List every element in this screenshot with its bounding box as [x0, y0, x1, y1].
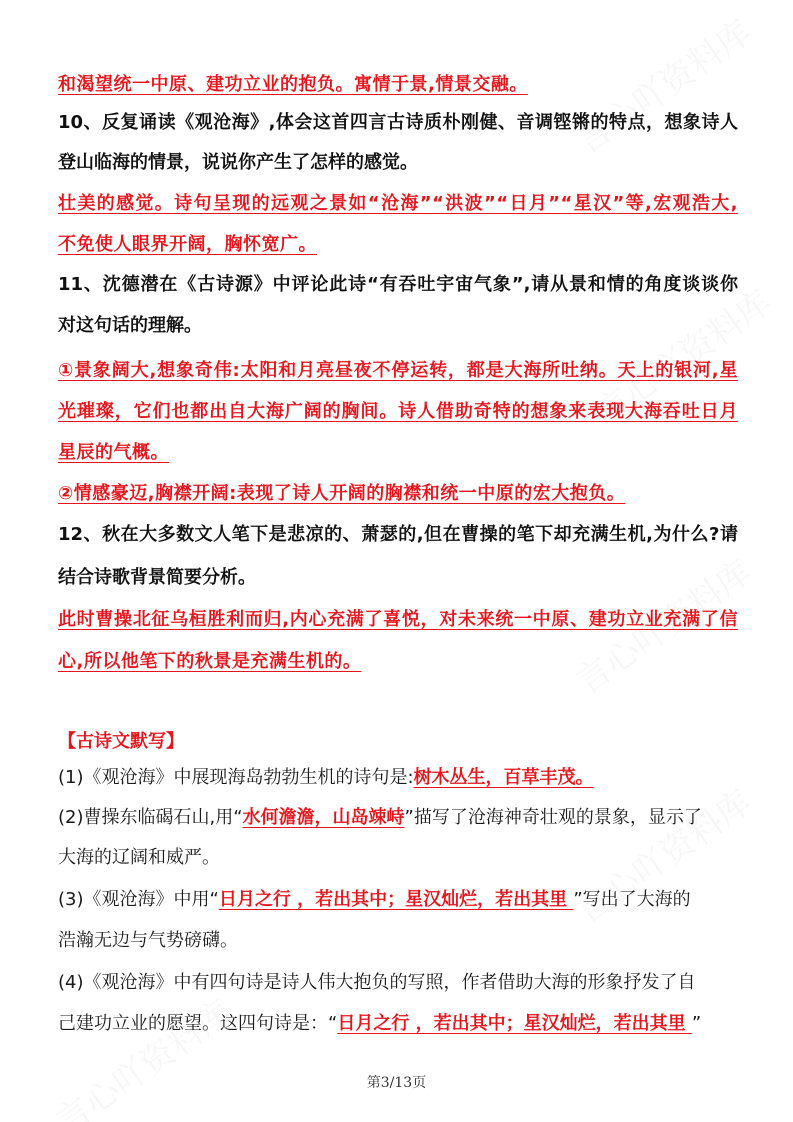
dictation-item-3	[58, 888, 691, 912]
dictation-item-2-cont: 大海的辽阔和威严。	[58, 847, 220, 868]
watermark	[564, 6, 759, 163]
question-11-line-2: 对这句话的理解。	[58, 315, 202, 336]
question-12-line-2: 结合诗歌背景简要分析。	[58, 567, 256, 588]
item-prompt: (2)曹操东临碣石山,用“	[58, 807, 243, 828]
dictation-item-4: (4)《观沧海》中有四句诗是诗人伟大抱负的写照，作者借助大海的形象抒发了自	[58, 972, 696, 993]
watermark	[44, 986, 239, 1122]
question-10-line-2: 登山临海的情景，说说你产生了怎样的感觉。	[58, 152, 418, 173]
page-number: 第3/13页	[366, 1075, 427, 1091]
answer-11-line-2: 光璀璨，它们也都出自大海广阔的胸间。诗人借助奇特的想象来表现大海吞吐日月	[58, 401, 738, 422]
item-prompt-end: ”	[691, 1013, 702, 1034]
answer-11-line-3: 星辰的气概。	[58, 442, 169, 463]
question-11-line-1: 11、沈德潜在《古诗源》中评论此诗“有吞吐宇宙气象”,请从景和情的角度谈谈你	[58, 274, 738, 295]
answer-12-line-1: 此时曹操北征乌桓胜利而归,内心充满了喜悦，对未来统一中原、建功立业充满了信	[58, 609, 738, 630]
item-prompt-end: ”描写了沧海神奇壮观的景象，显示了	[404, 807, 702, 828]
item-prompt: 己建功立业的愿望。这四句诗是：“	[58, 1013, 338, 1034]
item-prompt: (3)《观沧海》中用“	[58, 889, 219, 910]
question-10-line-1: 10、反复诵读《观沧海》,体会这首四言古诗质朴刚健、音调铿锵的特点，想象诗人	[58, 112, 738, 133]
answer-10-line-1: 壮美的感觉。诗句呈现的远观之景如“沧海”“洪波”“日月”“星汉”等,宏观浩大,	[58, 193, 738, 214]
item-answer: 日月之行 ，若出其中；星汉灿烂，若出其里	[218, 889, 574, 910]
dictation-item-4-cont	[58, 1012, 701, 1036]
answer-11-line-1: ①景象阔大,想象奇伟:太阳和月亮昼夜不停运转，都是大海所吐纳。天上的银河,星	[58, 360, 738, 381]
answer-11-line-4: ②情感豪迈,胸襟开阔:表现了诗人开阔的胸襟和统一中原的宏大抱负。	[58, 483, 626, 504]
question-12-line-1: 12、秋在大多数文人笔下是悲凉的、萧瑟的,但在曹操的笔下却充满生机,为什么?请	[58, 524, 738, 545]
item-answer: 水何澹澹，山岛竦峙	[242, 807, 405, 828]
item-answer: 树木丛生，百草丰茂。	[413, 767, 594, 788]
item-answer: 日月之行 ，若出其中；星汉灿烂，若出其里	[337, 1013, 692, 1034]
answer-12-line-2: 心,所以他笔下的秋景是充满生机的。	[58, 651, 362, 672]
section-heading: 【古诗文默写】	[58, 731, 184, 752]
item-prompt: (1)《观沧海》中展现海岛勃勃生机的诗句是:	[58, 767, 414, 788]
answer-10-line-2: 不免使人眼界开阔，胸怀宽广。	[58, 234, 317, 255]
dictation-item-3-cont: 浩瀚无边与气势磅礴。	[58, 930, 238, 951]
dictation-item-1	[58, 766, 594, 790]
dictation-item-2	[58, 806, 702, 830]
answer-9-continuation: 和渴望统一中原、建功立业的抱负。寓情于景,情景交融。	[58, 74, 528, 95]
item-prompt-end: ”写出了大海的	[573, 889, 691, 910]
